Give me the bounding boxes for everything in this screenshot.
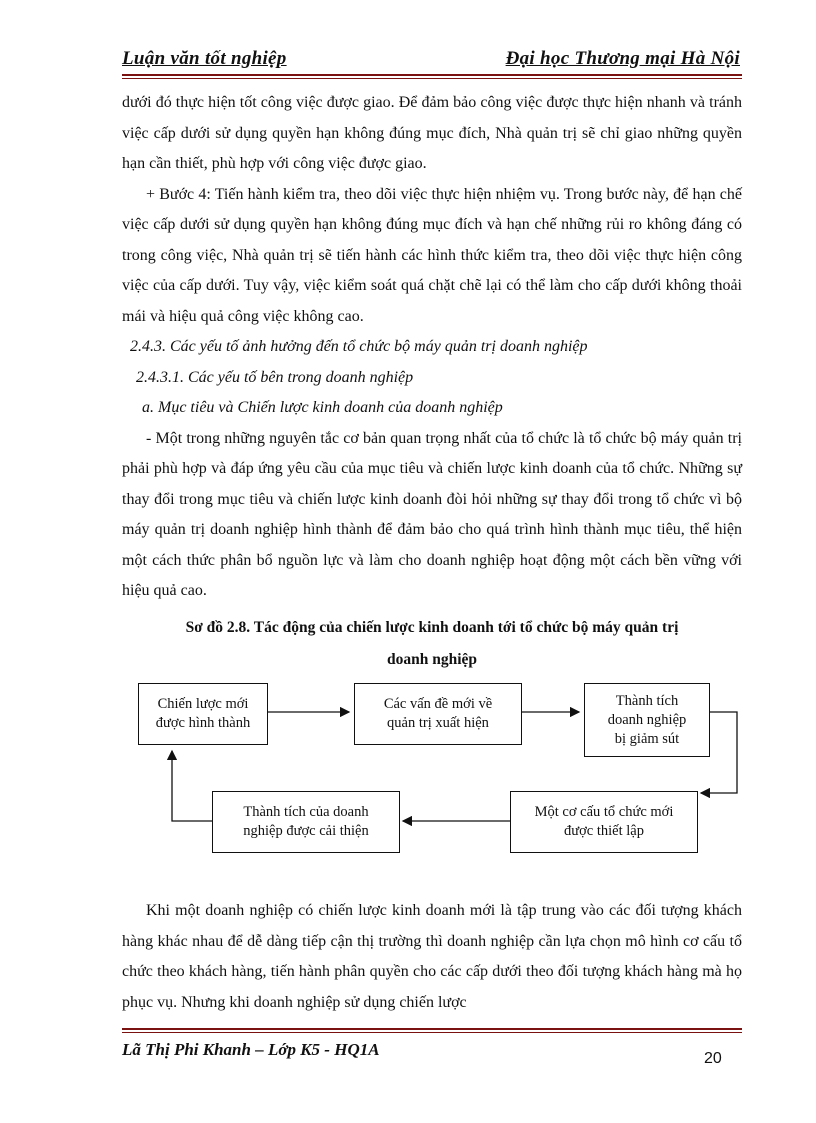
paragraph-2: + Bước 4: Tiến hành kiểm tra, theo dõi việc thực hiện nhiệm vụ. Trong bước này, để hạn chế việc cấp dưới sử dụng quyền hạn không đúng mục đích và hạn chế những rủi ro không đáng có trong công việc, Nhà quản trị sẽ tiến hành các hình thức kiểm tra, theo dõi việc thực hiện công việc của cấp dưới. Tuy vậy, việc kiểm soát quá chặt chẽ lại có thể làm cho cấp dưới không thoải mái và hiệu quả công việc không cao. <box>122 185 742 325</box>
body-text-bottom <box>122 896 742 1018</box>
arrow-5-1 <box>172 751 212 821</box>
caption-line-1: Sơ đồ 2.8. Tác động của chiến lược kinh doanh tới tổ chức bộ máy quản trị <box>185 619 679 636</box>
box2-line2: quản trị xuất hiện <box>387 715 489 731</box>
paragraph-1: dưới đó thực hiện tốt công việc được giao. Để đảm bảo công việc được thực hiện nhanh và tránh việc cấp dưới sử dụng quyền hạn không đúng mục đích, Nhà quản trị sẽ chỉ giao những quyền hạn cần thiết, phù hợp với công việc được giao. <box>122 94 742 172</box>
header-rule <box>122 74 742 76</box>
page-header <box>122 48 740 72</box>
footer-author: Lã Thị Phi Khanh – Lớp K5 - HQ1A <box>122 1040 380 1059</box>
box1-line1: Chiến lược mới <box>157 696 249 712</box>
caption-line-2: doanh nghiệp <box>386 651 478 668</box>
box5-line2: nghiệp được cải thiện <box>243 823 369 839</box>
paragraph-3: - Một trong những nguyên tắc cơ bản quan trọng nhất của tổ chức là tổ chức bộ máy quản trị phải phù hợp và đáp ứng yêu cầu của mục tiêu và chiến lược kinh doanh của tổ chức. Những sự thay đổi trong mục tiêu và chiến lược kinh doanh đòi hỏi những sự thay đổi trong tổ chức vì bộ máy quản trị doanh nghiệp hình thành để đảm bảo cho quá trình hình thành mục tiêu, thể hiện một cách thức phân bổ nguồn lực và làm cho doanh nghiệp hoạt động một cách bền vững với hiệu quả cao. <box>122 429 742 599</box>
heading-a: a. Mục tiêu và Chiến lược kinh doanh của doanh nghiệp <box>142 399 503 416</box>
header-left: Luận văn tốt nghiệp <box>122 48 287 69</box>
footer-rule-thin <box>122 1032 742 1033</box>
box-performance-decline <box>584 683 710 757</box>
box1-line2: được hình thành <box>155 715 251 731</box>
heading-2-4-3: 2.4.3. Các yếu tố ảnh hưởng đến tổ chức bộ máy quản trị doanh nghiệp <box>130 338 588 355</box>
page-number: 20 <box>704 1050 722 1067</box>
footer-rule <box>122 1028 742 1030</box>
box3-line1: Thành tích <box>615 692 679 709</box>
box-new-issues <box>354 683 522 745</box>
box-new-strategy <box>138 683 268 745</box>
header-rule-thin <box>122 78 742 79</box>
box5-line1: Thành tích của doanh <box>243 804 369 820</box>
box2-line1: Các vấn đề mới về <box>383 696 493 712</box>
flow-diagram <box>120 675 750 865</box>
body-text-top <box>122 88 742 607</box>
figure-caption <box>122 612 742 676</box>
box4-line2: được thiết lập <box>564 823 644 839</box>
box4-line1: Một cơ cấu tổ chức mới <box>534 804 674 820</box>
box3-line2: doanh nghiệp <box>607 711 687 728</box>
header-right: Đại học Thương mại Hà Nội <box>505 48 740 69</box>
box-new-structure <box>510 791 698 853</box>
box3-line3: bị giảm sút <box>614 730 680 747</box>
paragraph-4: Khi một doanh nghiệp có chiến lược kinh doanh mới là tập trung vào các đối tượng khách hàng khác nhau để dễ dàng tiếp cận thị trường thì doanh nghiệp cần lựa chọn mô hình cơ cấu tổ chức theo khách hàng, tiến hành phân quyền cho các cấp dưới theo đối tượng khách hàng mà họ phục vụ. Nhưng khi doanh nghiệp sử dụng chiến lược <box>122 902 742 1011</box>
heading-2-4-3-1: 2.4.3.1. Các yếu tố bên trong doanh nghiệp <box>136 368 414 386</box>
box-performance-improved <box>212 791 400 853</box>
